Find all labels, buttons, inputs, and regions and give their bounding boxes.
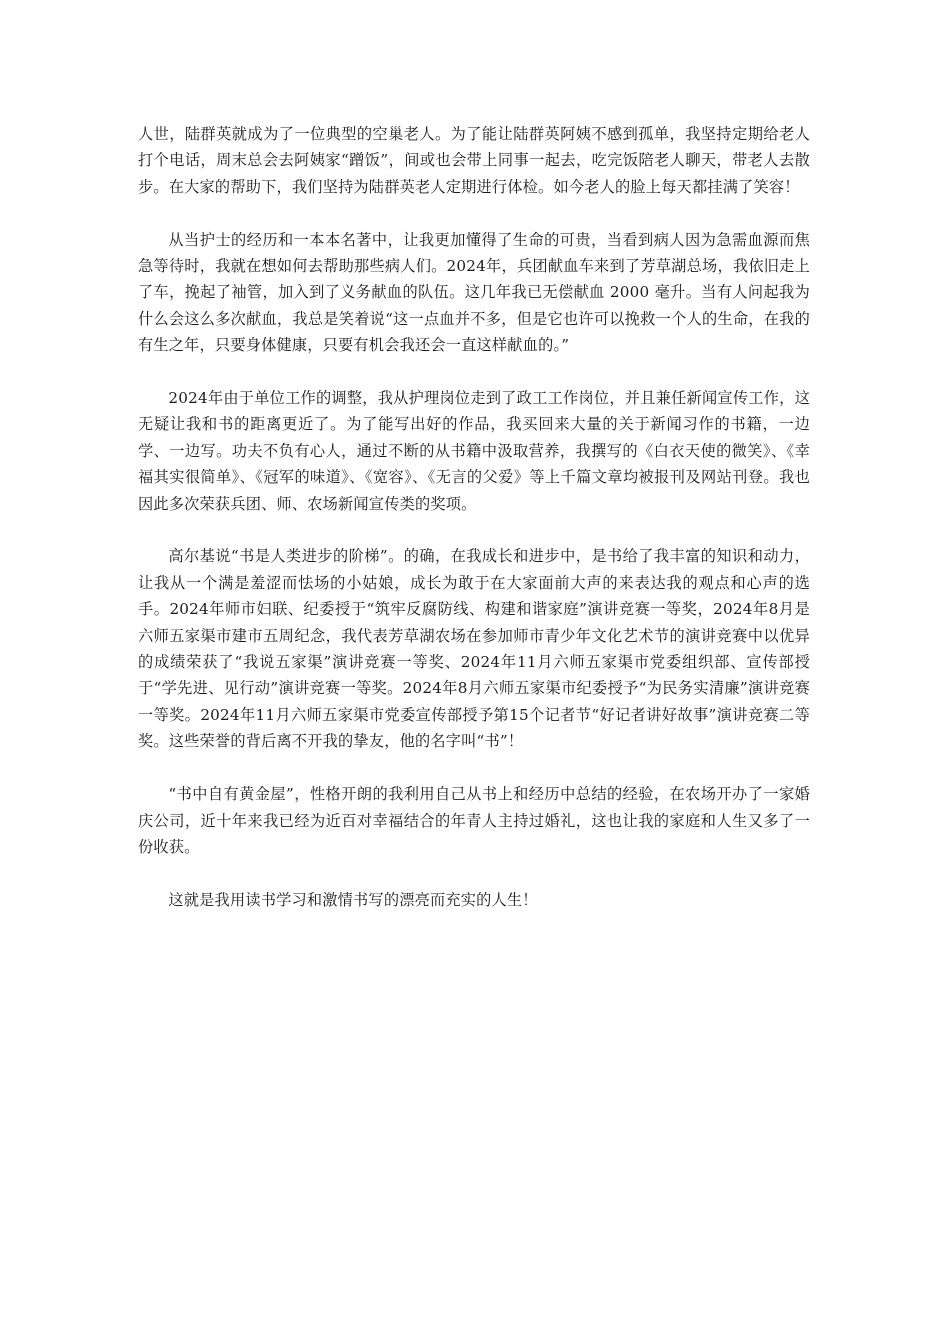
paragraph-5: “书中自有黄金屋”，性格开朗的我利用自己从书上和经历中总结的经验，在农场开办了一家婚庆公司，近十年来我已经为近百对幸福结合的年青人主持过婚礼，这也让我的家庭和人生又多了一份收获。 <box>138 785 810 856</box>
paragraph-4: 高尔基说“书是人类进步的阶梯”。的确，在我成长和进步中，是书给了我丰富的知识和动力，让我从一个满是羞涩而怯场的小姑娘，成长为敢于在大家面前大声的来表达我的观点和心声的选手。2024年师市妇联、纪委授于“筑牢反腐防线、构建和谐家庭”演讲竞赛一等奖，2024年8月是六师五家渠市建市五周纪念，我代表芳草湖农场在参加师市青少年文化艺术节的演讲竞赛中以优异的成绩荣获了“我说五家渠”演讲竞赛一等奖、2024年11月六师五家渠市党委组织部、宣传部授于“学先进、见行动”演讲竞赛一等奖。2024年8月六师五家渠市纪委授予“为民务实清廉”演讲竞赛一等奖。2024年11月六师五家渠市党委宣传部授予第15个记者节“好记者讲好故事”演讲竞赛二等奖。这些荣誉的背后离不开我的挚友，他的名字叫“书”！ <box>138 547 810 751</box>
paragraph-2: 从当护士的经历和一本本名著中，让我更加懂得了生命的可贵，当看到病人因为急需血源而焦急等待时，我就在想如何去帮助那些病人们。2024年，兵团献血车来到了芳草湖总场，我依旧走上了车，挽起了袖管，加入到了义务献血的队伍。这几年我已无偿献血 2000 毫升。当有人问起我为什么会这么多次献血，我总是笑着说“这一点血并不多，但是它也许可以挽救一个人的生命，在我的有生之年，只要身体健康，只要有机会我还会一直这样献血的。” <box>138 230 810 355</box>
paragraph-1: 人世，陆群英就成为了一位典型的空巢老人。为了能让陆群英阿姨不感到孤单，我坚持定期给老人打个电话，周末总会去阿姨家“蹭饭”，间或也会带上同事一起去，吃完饭陪老人聊天，带老人去散步。在大家的帮助下，我们坚持为陆群英老人定期进行体检。如今老人的脸上每天都挂满了笑容！ <box>138 125 810 196</box>
paragraph-3: 2024年由于单位工作的调整，我从护理岗位走到了政工工作岗位，并且兼任新闻宣传工作，这无疑让我和书的距离更近了。为了能写出好的作品，我买回来大量的关于新闻习作的书籍，一边学、一边写。功夫不负有心人，通过不断的从书籍中汲取营养，我撰写的《白衣天使的微笑》、《幸福其实很简单》、《冠军的味道》、《宽容》、《无言的父爱》等上千篇文章均被报刊及网站刊登。我也因此多次荣获兵团、师、农场新闻宣传类的奖项。 <box>138 389 810 513</box>
document-body <box>138 121 810 940</box>
paragraph-6: 这就是我用读书学习和激情书写的漂亮而充实的人生！ <box>168 890 538 909</box>
